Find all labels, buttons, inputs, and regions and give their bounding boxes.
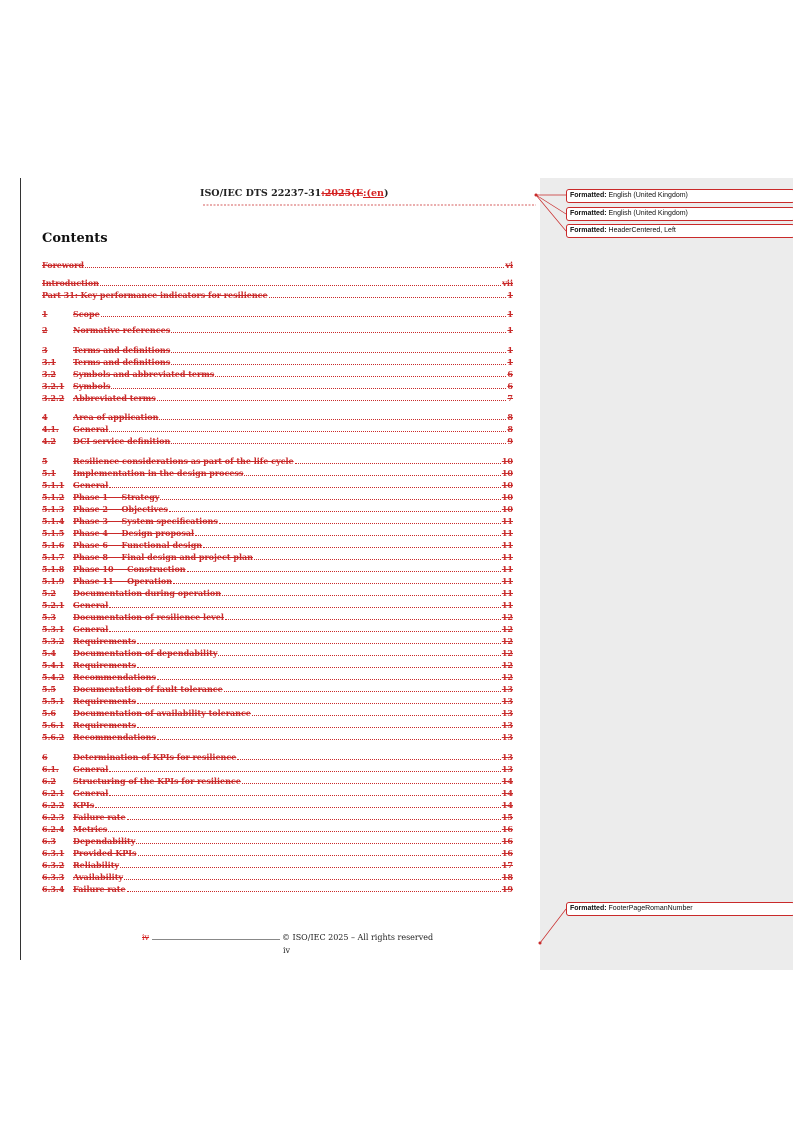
toc-leader-dots bbox=[127, 888, 501, 892]
toc-entry-label: Implementation in the design process bbox=[73, 468, 244, 478]
toc-entry-page: 8 bbox=[507, 412, 513, 422]
comment-label: Formatted: bbox=[570, 210, 607, 217]
toc-entry-page: 10 bbox=[501, 456, 513, 466]
toc-entry-label: Dependability bbox=[73, 836, 136, 846]
toc-entry[interactable] bbox=[42, 540, 513, 550]
toc-entry-page: 1 bbox=[507, 309, 513, 319]
toc-entry-label: Documentation during operation bbox=[73, 588, 222, 598]
toc-leader-dots bbox=[137, 664, 501, 668]
comment-text: English (United Kingdom) bbox=[608, 192, 688, 199]
toc-entry-page: 7 bbox=[507, 393, 513, 403]
toc-entry-label: Phase 8 — Final design and project plan bbox=[73, 552, 253, 562]
toc-entry-number: 6.3.2 bbox=[42, 860, 65, 870]
toc-entry[interactable] bbox=[42, 812, 513, 822]
toc-entry-page: 19 bbox=[501, 884, 513, 894]
toc-entry-page: 11 bbox=[501, 600, 513, 610]
toc-entry[interactable] bbox=[42, 436, 513, 446]
toc-entry[interactable] bbox=[42, 800, 513, 810]
toc-leader-dots bbox=[242, 780, 501, 784]
toc-entry-page: 13 bbox=[501, 752, 513, 762]
toc-entry[interactable] bbox=[42, 278, 513, 288]
footer-deleted-page-number: iv bbox=[142, 933, 150, 942]
toc-entry-label: General bbox=[73, 624, 109, 634]
comment-text: HeaderCentered, Left bbox=[608, 227, 676, 234]
toc-entry[interactable] bbox=[42, 492, 513, 502]
toc-entry-number: 5.3.1 bbox=[42, 624, 65, 634]
toc-entry-label: Phase 1 — Strategy bbox=[73, 492, 160, 502]
toc-entry-label: Part 31: Key performance indicators for resilience bbox=[42, 290, 268, 300]
toc-leader-dots bbox=[171, 440, 506, 444]
toc-entry-page: 6 bbox=[507, 369, 513, 379]
toc-entry[interactable] bbox=[42, 612, 513, 622]
toc-entry-number: 5.2 bbox=[42, 588, 56, 598]
toc-entry-number: 6.1. bbox=[42, 764, 59, 774]
toc-entry-number: 5.4.1 bbox=[42, 660, 65, 670]
toc-entry-label: Recommendations bbox=[73, 732, 156, 742]
toc-entry-label: Documentation of resilience level bbox=[73, 612, 224, 622]
toc-leader-dots bbox=[85, 264, 504, 268]
toc-leader-dots bbox=[136, 840, 501, 844]
toc-entry-number: 4.1. bbox=[42, 424, 59, 434]
toc-entry[interactable] bbox=[42, 456, 513, 466]
toc-entry-label: Requirements bbox=[73, 636, 137, 646]
toc-entry[interactable] bbox=[42, 260, 513, 270]
toc-leader-dots bbox=[187, 568, 501, 572]
toc-leader-dots bbox=[171, 361, 506, 365]
toc-entry-page: 13 bbox=[501, 720, 513, 730]
toc-entry-number: 4.2 bbox=[42, 436, 56, 446]
toc-entry-label: Normative references bbox=[73, 325, 171, 335]
comment-label: Formatted: bbox=[570, 227, 607, 234]
toc-entry-label: Resilience considerations as part of the life cycle bbox=[73, 456, 294, 466]
toc-leader-dots bbox=[127, 816, 501, 820]
document-header bbox=[200, 188, 388, 199]
toc-entry[interactable] bbox=[42, 708, 513, 718]
toc-leader-dots bbox=[109, 484, 501, 488]
toc-entry-page: 10 bbox=[501, 492, 513, 502]
toc-entry-page: 10 bbox=[501, 480, 513, 490]
toc-entry-page: 11 bbox=[501, 552, 513, 562]
toc-entry-number: 3.2.1 bbox=[42, 381, 65, 391]
toc-leader-dots bbox=[244, 472, 500, 476]
toc-leader-dots bbox=[109, 628, 501, 632]
comment-formatted-2[interactable] bbox=[566, 207, 793, 221]
toc-entry-number: 3.2 bbox=[42, 369, 56, 379]
toc-entry[interactable] bbox=[42, 290, 513, 300]
toc-entry-label: General bbox=[73, 424, 109, 434]
toc-entry-label: Availability bbox=[73, 872, 124, 882]
toc-entry-label: Documentation of fault tolerance bbox=[73, 684, 223, 694]
toc-entry-number: 5.3 bbox=[42, 612, 56, 622]
header-standard-id: ISO/IEC DTS 22237-31 bbox=[200, 188, 322, 199]
toc-leader-dots bbox=[109, 768, 501, 772]
toc-leader-dots bbox=[137, 700, 501, 704]
toc-entry-page: 12 bbox=[501, 636, 513, 646]
toc-entry-page: 10 bbox=[501, 468, 513, 478]
toc-entry-label: Recommendations bbox=[73, 672, 156, 682]
footer-rule bbox=[152, 939, 280, 940]
toc-leader-dots bbox=[109, 792, 501, 796]
toc-entry-label: Structuring of the KPIs for resilience bbox=[73, 776, 241, 786]
toc-entry-number: 6.3.1 bbox=[42, 848, 65, 858]
toc-entry[interactable] bbox=[42, 720, 513, 730]
footer-copyright: © ISO/IEC 2025 – All rights reserved bbox=[282, 933, 434, 942]
toc-entry[interactable] bbox=[42, 369, 513, 379]
toc-entry[interactable] bbox=[42, 309, 513, 319]
toc-leader-dots bbox=[169, 508, 501, 512]
toc-entry-page: 11 bbox=[501, 528, 513, 538]
toc-entry-label: Symbols and abbreviated terms bbox=[73, 369, 215, 379]
toc-entry-label: Failure rate bbox=[73, 884, 126, 894]
toc-entry-page: 11 bbox=[501, 588, 513, 598]
toc-leader-dots bbox=[215, 373, 506, 377]
header-inserted-text: :(en bbox=[362, 188, 384, 199]
toc-entry-number: 5.2.1 bbox=[42, 600, 65, 610]
toc-leader-dots bbox=[157, 397, 507, 401]
toc-entry[interactable] bbox=[42, 824, 513, 834]
toc-entry-number: 6.2.2 bbox=[42, 800, 65, 810]
toc-entry[interactable] bbox=[42, 884, 513, 894]
toc-entry-page: 13 bbox=[501, 732, 513, 742]
toc-entry-number: 5.1.9 bbox=[42, 576, 65, 586]
toc-leader-dots bbox=[219, 520, 501, 524]
toc-leader-dots bbox=[108, 828, 501, 832]
toc-entry[interactable] bbox=[42, 684, 513, 694]
toc-leader-dots bbox=[120, 864, 501, 868]
toc-entry-page: 13 bbox=[501, 684, 513, 694]
toc-entry-label: Documentation of availability tolerance bbox=[73, 708, 251, 718]
toc-entry-number: 6.3.4 bbox=[42, 884, 65, 894]
toc-entry-label: General bbox=[73, 764, 109, 774]
toc-entry[interactable] bbox=[42, 732, 513, 742]
footer-page-number: iv bbox=[283, 946, 291, 955]
toc-entry[interactable] bbox=[42, 552, 513, 562]
toc-entry-number: 4 bbox=[42, 412, 48, 422]
toc-entry-page: 16 bbox=[501, 836, 513, 846]
toc-entry[interactable] bbox=[42, 660, 513, 670]
toc-entry-number: 5.4 bbox=[42, 648, 56, 658]
toc-entry[interactable] bbox=[42, 600, 513, 610]
toc-entry-number: 6.2.3 bbox=[42, 812, 65, 822]
toc-leader-dots bbox=[295, 460, 501, 464]
toc-entry[interactable] bbox=[42, 325, 513, 335]
toc-leader-dots bbox=[138, 852, 501, 856]
toc-entry-label: Symbols bbox=[73, 381, 111, 391]
toc-entry-label: General bbox=[73, 480, 109, 490]
toc-entry-page: 1 bbox=[507, 357, 513, 367]
comment-text: English (United Kingdom) bbox=[608, 210, 688, 217]
contents-heading: Contents bbox=[42, 231, 108, 246]
toc-entry-label: Terms and definitions bbox=[73, 357, 171, 367]
toc-entry-page: 12 bbox=[501, 624, 513, 634]
toc-entry-label: General bbox=[73, 788, 109, 798]
toc-entry-label: Abbreviated terms bbox=[73, 393, 156, 403]
toc-entry-page: 15 bbox=[501, 812, 513, 822]
toc-leader-dots bbox=[101, 313, 507, 317]
toc-entry-page: 1 bbox=[507, 290, 513, 300]
comment-formatted-4[interactable] bbox=[566, 902, 793, 916]
toc-entry[interactable] bbox=[42, 468, 513, 478]
toc-entry[interactable] bbox=[42, 357, 513, 367]
toc-leader-dots bbox=[109, 428, 506, 432]
toc-entry-number: 5.5 bbox=[42, 684, 56, 694]
toc-entry-number: 5.5.1 bbox=[42, 696, 65, 706]
toc-entry[interactable] bbox=[42, 424, 513, 434]
toc-entry-label: Documentation of dependability bbox=[73, 648, 218, 658]
toc-entry[interactable] bbox=[42, 672, 513, 682]
toc-entry[interactable] bbox=[42, 624, 513, 634]
toc-leader-dots bbox=[157, 736, 501, 740]
toc-entry[interactable] bbox=[42, 848, 513, 858]
toc-entry[interactable] bbox=[42, 393, 513, 403]
toc-entry-label: Phase 4 — Design proposal bbox=[73, 528, 195, 538]
toc-entry[interactable] bbox=[42, 860, 513, 870]
toc-entry-page: 17 bbox=[501, 860, 513, 870]
toc-entry-label: Requirements bbox=[73, 720, 137, 730]
toc-leader-dots bbox=[252, 712, 501, 716]
toc-entry[interactable] bbox=[42, 636, 513, 646]
toc-entry-label: Failure rate bbox=[73, 812, 126, 822]
toc-entry-label: Scope bbox=[73, 309, 100, 319]
toc-entry-label: KPIs bbox=[73, 800, 95, 810]
toc-leader-dots bbox=[237, 756, 501, 760]
toc-entry-page: 8 bbox=[507, 424, 513, 434]
toc-entry-number: 5.1.3 bbox=[42, 504, 65, 514]
toc-entry-page: 16 bbox=[501, 824, 513, 834]
toc-entry-label: Requirements bbox=[73, 660, 137, 670]
toc-entry[interactable] bbox=[42, 648, 513, 658]
toc-entry-label: Foreword bbox=[42, 260, 84, 270]
toc-leader-dots bbox=[111, 385, 506, 389]
toc-entry-label: Determination of KPIs for resilience bbox=[73, 752, 237, 762]
toc-entry-label: Introduction bbox=[42, 278, 99, 288]
toc-leader-dots bbox=[195, 532, 501, 536]
toc-entry-label: General bbox=[73, 600, 109, 610]
toc-entry-page: 11 bbox=[501, 576, 513, 586]
toc-entry-number: 5 bbox=[42, 456, 48, 466]
toc-entry-number: 5.4.2 bbox=[42, 672, 65, 682]
toc-entry-number: 5.3.2 bbox=[42, 636, 65, 646]
toc-entry-page: 1 bbox=[507, 345, 513, 355]
toc-leader-dots bbox=[225, 616, 501, 620]
toc-entry-label: Phase 6 — Functional design bbox=[73, 540, 203, 550]
toc-entry-page: 6 bbox=[507, 381, 513, 391]
toc-entry-page: vi bbox=[505, 260, 513, 270]
toc-entry-label: Provided KPIs bbox=[73, 848, 137, 858]
toc-entry-label: Phase 3 — System specifications bbox=[73, 516, 218, 526]
toc-entry-label: Reliability bbox=[73, 860, 120, 870]
toc-entry-page: 13 bbox=[501, 708, 513, 718]
comment-formatted-1[interactable] bbox=[566, 189, 793, 203]
toc-entry-page: 11 bbox=[501, 540, 513, 550]
toc-entry[interactable] bbox=[42, 516, 513, 526]
toc-leader-dots bbox=[171, 349, 506, 353]
header-deleted-text: :2025(E bbox=[321, 188, 363, 199]
toc-entry-page: 1 bbox=[507, 325, 513, 335]
toc-entry-page: 11 bbox=[501, 516, 513, 526]
toc-entry-page: 12 bbox=[501, 660, 513, 670]
toc-entry-label: Area of application bbox=[73, 412, 159, 422]
toc-leader-dots bbox=[160, 496, 500, 500]
toc-entry-number: 3.2.2 bbox=[42, 393, 65, 403]
toc-leader-dots bbox=[171, 329, 506, 333]
toc-entry-number: 6.2.4 bbox=[42, 824, 65, 834]
toc-entry-page: 10 bbox=[501, 504, 513, 514]
toc-leader-dots bbox=[137, 724, 501, 728]
toc-entry-number: 3 bbox=[42, 345, 48, 355]
toc-entry-page: 13 bbox=[501, 696, 513, 706]
toc-leader-dots bbox=[137, 640, 501, 644]
toc-entry-page: 13 bbox=[501, 764, 513, 774]
toc-leader-dots bbox=[218, 652, 500, 656]
toc-entry-number: 5.6.2 bbox=[42, 732, 65, 742]
toc-entry-page: 14 bbox=[501, 776, 513, 786]
toc-entry-page: 12 bbox=[501, 672, 513, 682]
toc-leader-dots bbox=[95, 804, 501, 808]
toc-entry-label: Terms and definitions bbox=[73, 345, 171, 355]
comment-formatted-3[interactable] bbox=[566, 224, 793, 238]
toc-entry-number: 5.6 bbox=[42, 708, 56, 718]
toc-entry-label: Phase 2 — Objectives bbox=[73, 504, 168, 514]
toc-entry-number: 1 bbox=[42, 309, 48, 319]
toc-entry-number: 3.1 bbox=[42, 357, 56, 367]
toc-entry-label: Phase 10 — Construction bbox=[73, 564, 186, 574]
toc-entry-number: 5.1 bbox=[42, 468, 56, 478]
toc-entry-number: 5.1.8 bbox=[42, 564, 65, 574]
toc-entry-number: 6.2 bbox=[42, 776, 56, 786]
toc-leader-dots bbox=[203, 544, 501, 548]
toc-entry[interactable] bbox=[42, 752, 513, 762]
toc-entry[interactable] bbox=[42, 576, 513, 586]
toc-entry-page: 12 bbox=[501, 612, 513, 622]
toc-entry-label: Phase 11 — Operation bbox=[73, 576, 173, 586]
comment-label: Formatted: bbox=[570, 905, 607, 912]
toc-entry-label: DCI service definition bbox=[73, 436, 171, 446]
toc-leader-dots bbox=[222, 592, 501, 596]
toc-entry-page: 14 bbox=[501, 788, 513, 798]
toc-entry-label: Metrics bbox=[73, 824, 108, 834]
toc-entry-page: 14 bbox=[501, 800, 513, 810]
toc-entry-number: 6.3 bbox=[42, 836, 56, 846]
toc-entry-page: vii bbox=[502, 278, 513, 288]
toc-entry-number: 6.2.1 bbox=[42, 788, 65, 798]
comment-label: Formatted: bbox=[570, 192, 607, 199]
toc-entry-number: 5.6.1 bbox=[42, 720, 65, 730]
toc-entry[interactable] bbox=[42, 788, 513, 798]
toc-entry[interactable] bbox=[42, 776, 513, 786]
toc-leader-dots bbox=[157, 676, 501, 680]
toc-entry-page: 18 bbox=[501, 872, 513, 882]
toc-entry-label: Requirements bbox=[73, 696, 137, 706]
toc-entry[interactable] bbox=[42, 872, 513, 882]
toc-entry[interactable] bbox=[42, 564, 513, 574]
toc-entry-number: 6 bbox=[42, 752, 48, 762]
toc-leader-dots bbox=[100, 282, 501, 286]
header-suffix: ) bbox=[383, 188, 389, 199]
toc-leader-dots bbox=[124, 876, 501, 880]
toc-entry[interactable] bbox=[42, 764, 513, 774]
toc-entry[interactable] bbox=[42, 528, 513, 538]
toc-entry-page: 9 bbox=[507, 436, 513, 446]
toc-leader-dots bbox=[269, 294, 507, 298]
toc-entry-page: 12 bbox=[501, 648, 513, 658]
toc-entry-number: 5.1.1 bbox=[42, 480, 65, 490]
toc-entry[interactable] bbox=[42, 381, 513, 391]
toc-entry-number: 5.1.2 bbox=[42, 492, 65, 502]
comment-text: FooterPageRomanNumber bbox=[608, 905, 693, 912]
toc-entry[interactable] bbox=[42, 480, 513, 490]
toc-entry-number: 6.3.3 bbox=[42, 872, 65, 882]
toc-entry-number: 5.1.4 bbox=[42, 516, 65, 526]
toc-entry[interactable] bbox=[42, 588, 513, 598]
toc-entry-number: 5.1.7 bbox=[42, 552, 65, 562]
toc-entry[interactable] bbox=[42, 345, 513, 355]
toc-entry-page: 16 bbox=[501, 848, 513, 858]
toc-entry[interactable] bbox=[42, 836, 513, 846]
toc-leader-dots bbox=[254, 556, 501, 560]
toc-entry[interactable] bbox=[42, 412, 513, 422]
toc-leader-dots bbox=[224, 688, 501, 692]
toc-leader-dots bbox=[173, 580, 501, 584]
toc-entry-page: 11 bbox=[501, 564, 513, 574]
toc-entry[interactable] bbox=[42, 504, 513, 514]
toc-leader-dots bbox=[109, 604, 501, 608]
toc-entry-number: 5.1.6 bbox=[42, 540, 65, 550]
toc-entry[interactable] bbox=[42, 696, 513, 706]
toc-leader-dots bbox=[159, 416, 506, 420]
toc-entry-number: 5.1.5 bbox=[42, 528, 65, 538]
toc-entry-number: 2 bbox=[42, 325, 48, 335]
